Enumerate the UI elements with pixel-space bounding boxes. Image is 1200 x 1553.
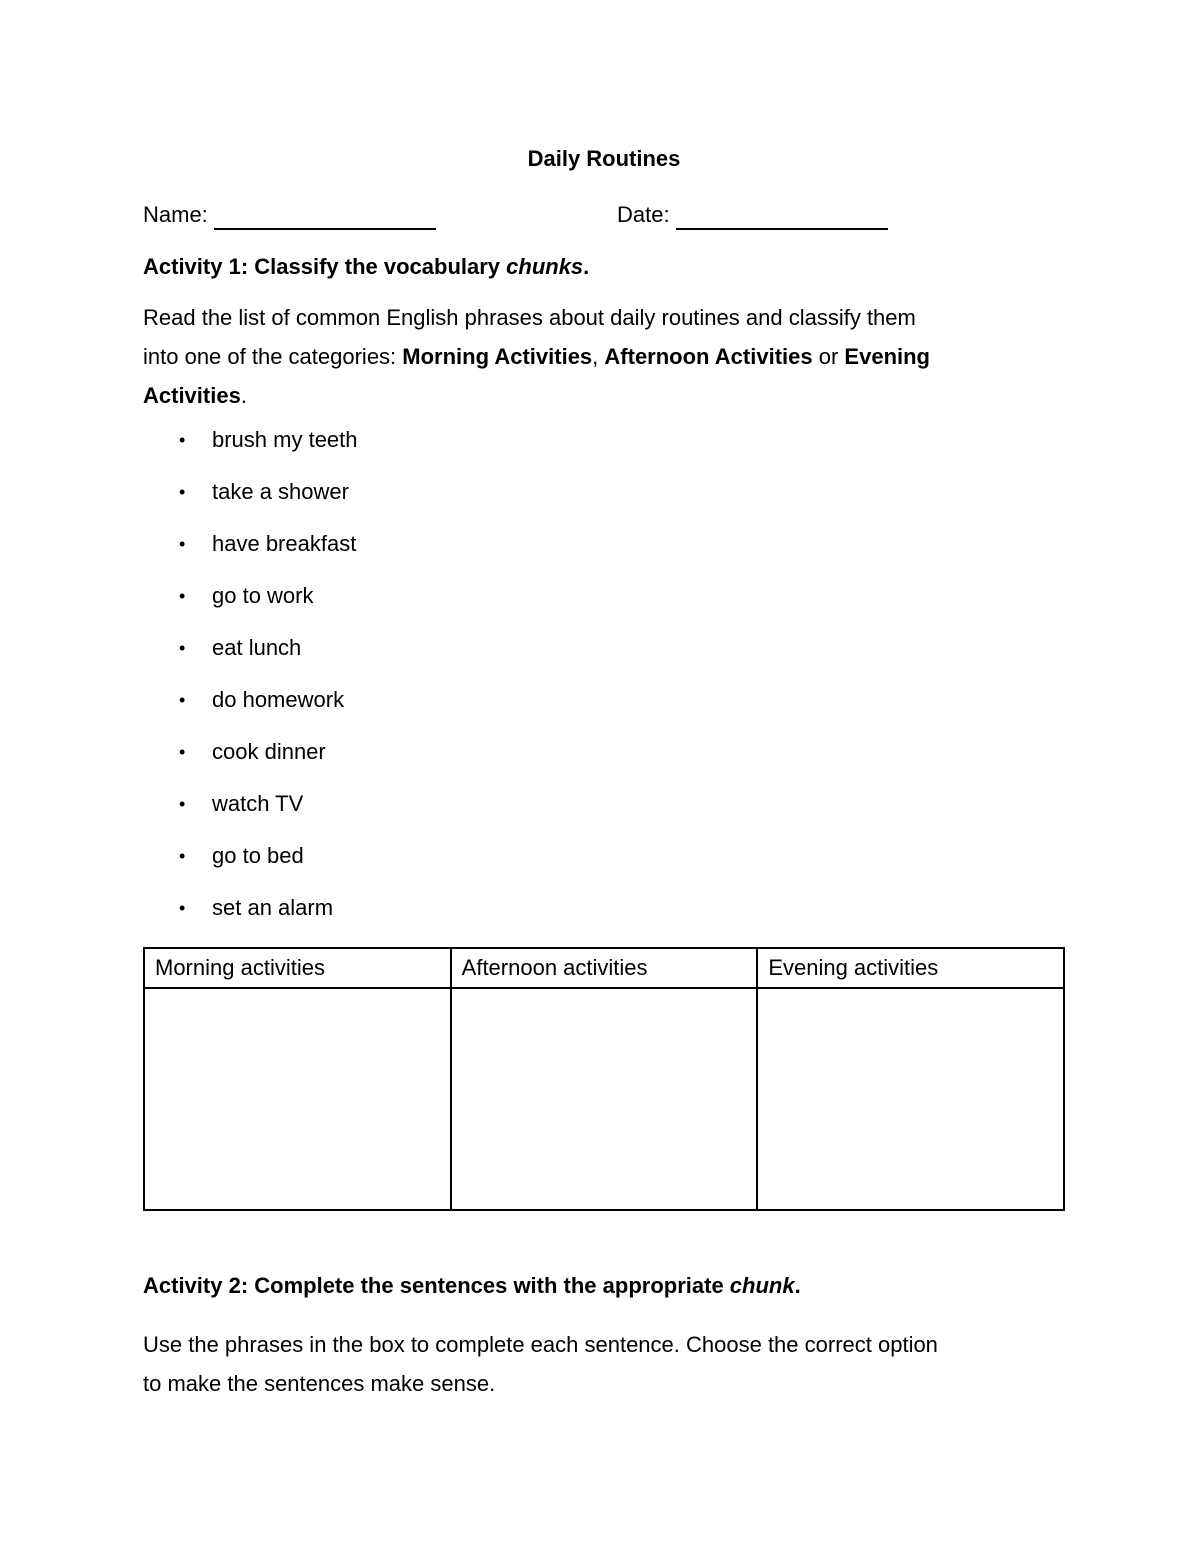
- name-date-row: [143, 200, 1065, 230]
- list-item-text: go to bed: [212, 843, 304, 868]
- category-afternoon: Afternoon Activities: [604, 344, 813, 369]
- page-content: [143, 0, 1065, 1403]
- list-item-text: brush my teeth: [212, 427, 358, 452]
- table-cell-morning: [144, 988, 451, 1210]
- list-item-text: set an alarm: [212, 895, 334, 920]
- bullet-icon: •: [179, 430, 186, 450]
- activity1-heading-text: Activity 1: Classify the vocabulary: [143, 254, 507, 279]
- list-item: [143, 427, 1065, 453]
- instructions-period: .: [240, 383, 247, 408]
- classification-table: [143, 947, 1065, 1211]
- list-item: [143, 687, 1065, 713]
- table-header-afternoon: [451, 948, 758, 988]
- list-item: [143, 843, 1065, 869]
- table-header-morning-label: Morning activities: [155, 955, 325, 980]
- table-header-evening: [757, 948, 1064, 988]
- instructions-or: or: [812, 344, 845, 369]
- page-title: Daily Routines: [527, 146, 681, 171]
- table-header-evening-label: Evening activities: [768, 955, 939, 980]
- list-item: [143, 895, 1065, 921]
- bullet-icon: •: [179, 846, 186, 866]
- activity2-instructions-line2: to make the sentences make sense.: [143, 1371, 496, 1396]
- instructions-line2-text: into one of the categories:: [143, 344, 403, 369]
- name-label: Name:: [143, 202, 208, 227]
- list-item: [143, 583, 1065, 609]
- activity2-instructions-line1: Use the phrases in the box to complete each sentence. Choose the correct option: [143, 1332, 938, 1357]
- list-item-text: watch TV: [212, 791, 304, 816]
- instructions-line1: Read the list of common English phrases about daily routines and classify them: [143, 305, 916, 330]
- bullet-icon: •: [179, 586, 186, 606]
- activity1-heading-italic: chunks: [506, 254, 584, 279]
- activity1-instructions: [143, 298, 1065, 415]
- activity1-heading-period: .: [583, 254, 590, 279]
- bullet-icon: •: [179, 638, 186, 658]
- bullet-icon: •: [179, 898, 186, 918]
- category-morning: Morning Activities: [402, 344, 593, 369]
- instructions-comma: ,: [592, 344, 605, 369]
- activity2-heading: [143, 1271, 1065, 1301]
- name-field-group: [143, 200, 617, 230]
- activity2-instructions: [143, 1325, 1065, 1403]
- name-blank-line: [214, 204, 436, 230]
- date-field-group: [617, 200, 888, 230]
- table-cell-afternoon: [451, 988, 758, 1210]
- table-header-afternoon-label: Afternoon activities: [461, 955, 648, 980]
- list-item: [143, 791, 1065, 817]
- date-label: Date:: [617, 202, 670, 227]
- table-cell-evening: [757, 988, 1064, 1210]
- bullet-icon: •: [179, 794, 186, 814]
- activity2-heading-italic: chunk: [729, 1273, 795, 1298]
- bullet-icon: •: [179, 534, 186, 554]
- list-item-text: go to work: [212, 583, 314, 608]
- table-header-row: [144, 948, 1064, 988]
- list-item-text: have breakfast: [212, 531, 357, 556]
- list-item-text: eat lunch: [212, 635, 302, 660]
- table-header-morning: [144, 948, 451, 988]
- activity2-heading-period: .: [794, 1273, 801, 1298]
- list-item-text: take a shower: [212, 479, 349, 504]
- list-item-text: cook dinner: [212, 739, 326, 764]
- category-evening-part2: Activities: [143, 383, 241, 408]
- bullet-icon: •: [179, 742, 186, 762]
- vocabulary-chunk-list: [143, 427, 1065, 921]
- table-body-row: [144, 988, 1064, 1210]
- list-item: [143, 531, 1065, 557]
- bullet-icon: •: [179, 690, 186, 710]
- list-item: [143, 739, 1065, 765]
- list-item: [143, 479, 1065, 505]
- list-item-text: do homework: [212, 687, 345, 712]
- bullet-icon: •: [179, 482, 186, 502]
- category-evening-part1: Evening: [844, 344, 930, 369]
- date-blank-line: [676, 204, 888, 230]
- activity2-heading-text: Activity 2: Complete the sentences with the appropriate: [143, 1273, 730, 1298]
- activity1-heading: [143, 252, 1065, 282]
- list-item: [143, 635, 1065, 661]
